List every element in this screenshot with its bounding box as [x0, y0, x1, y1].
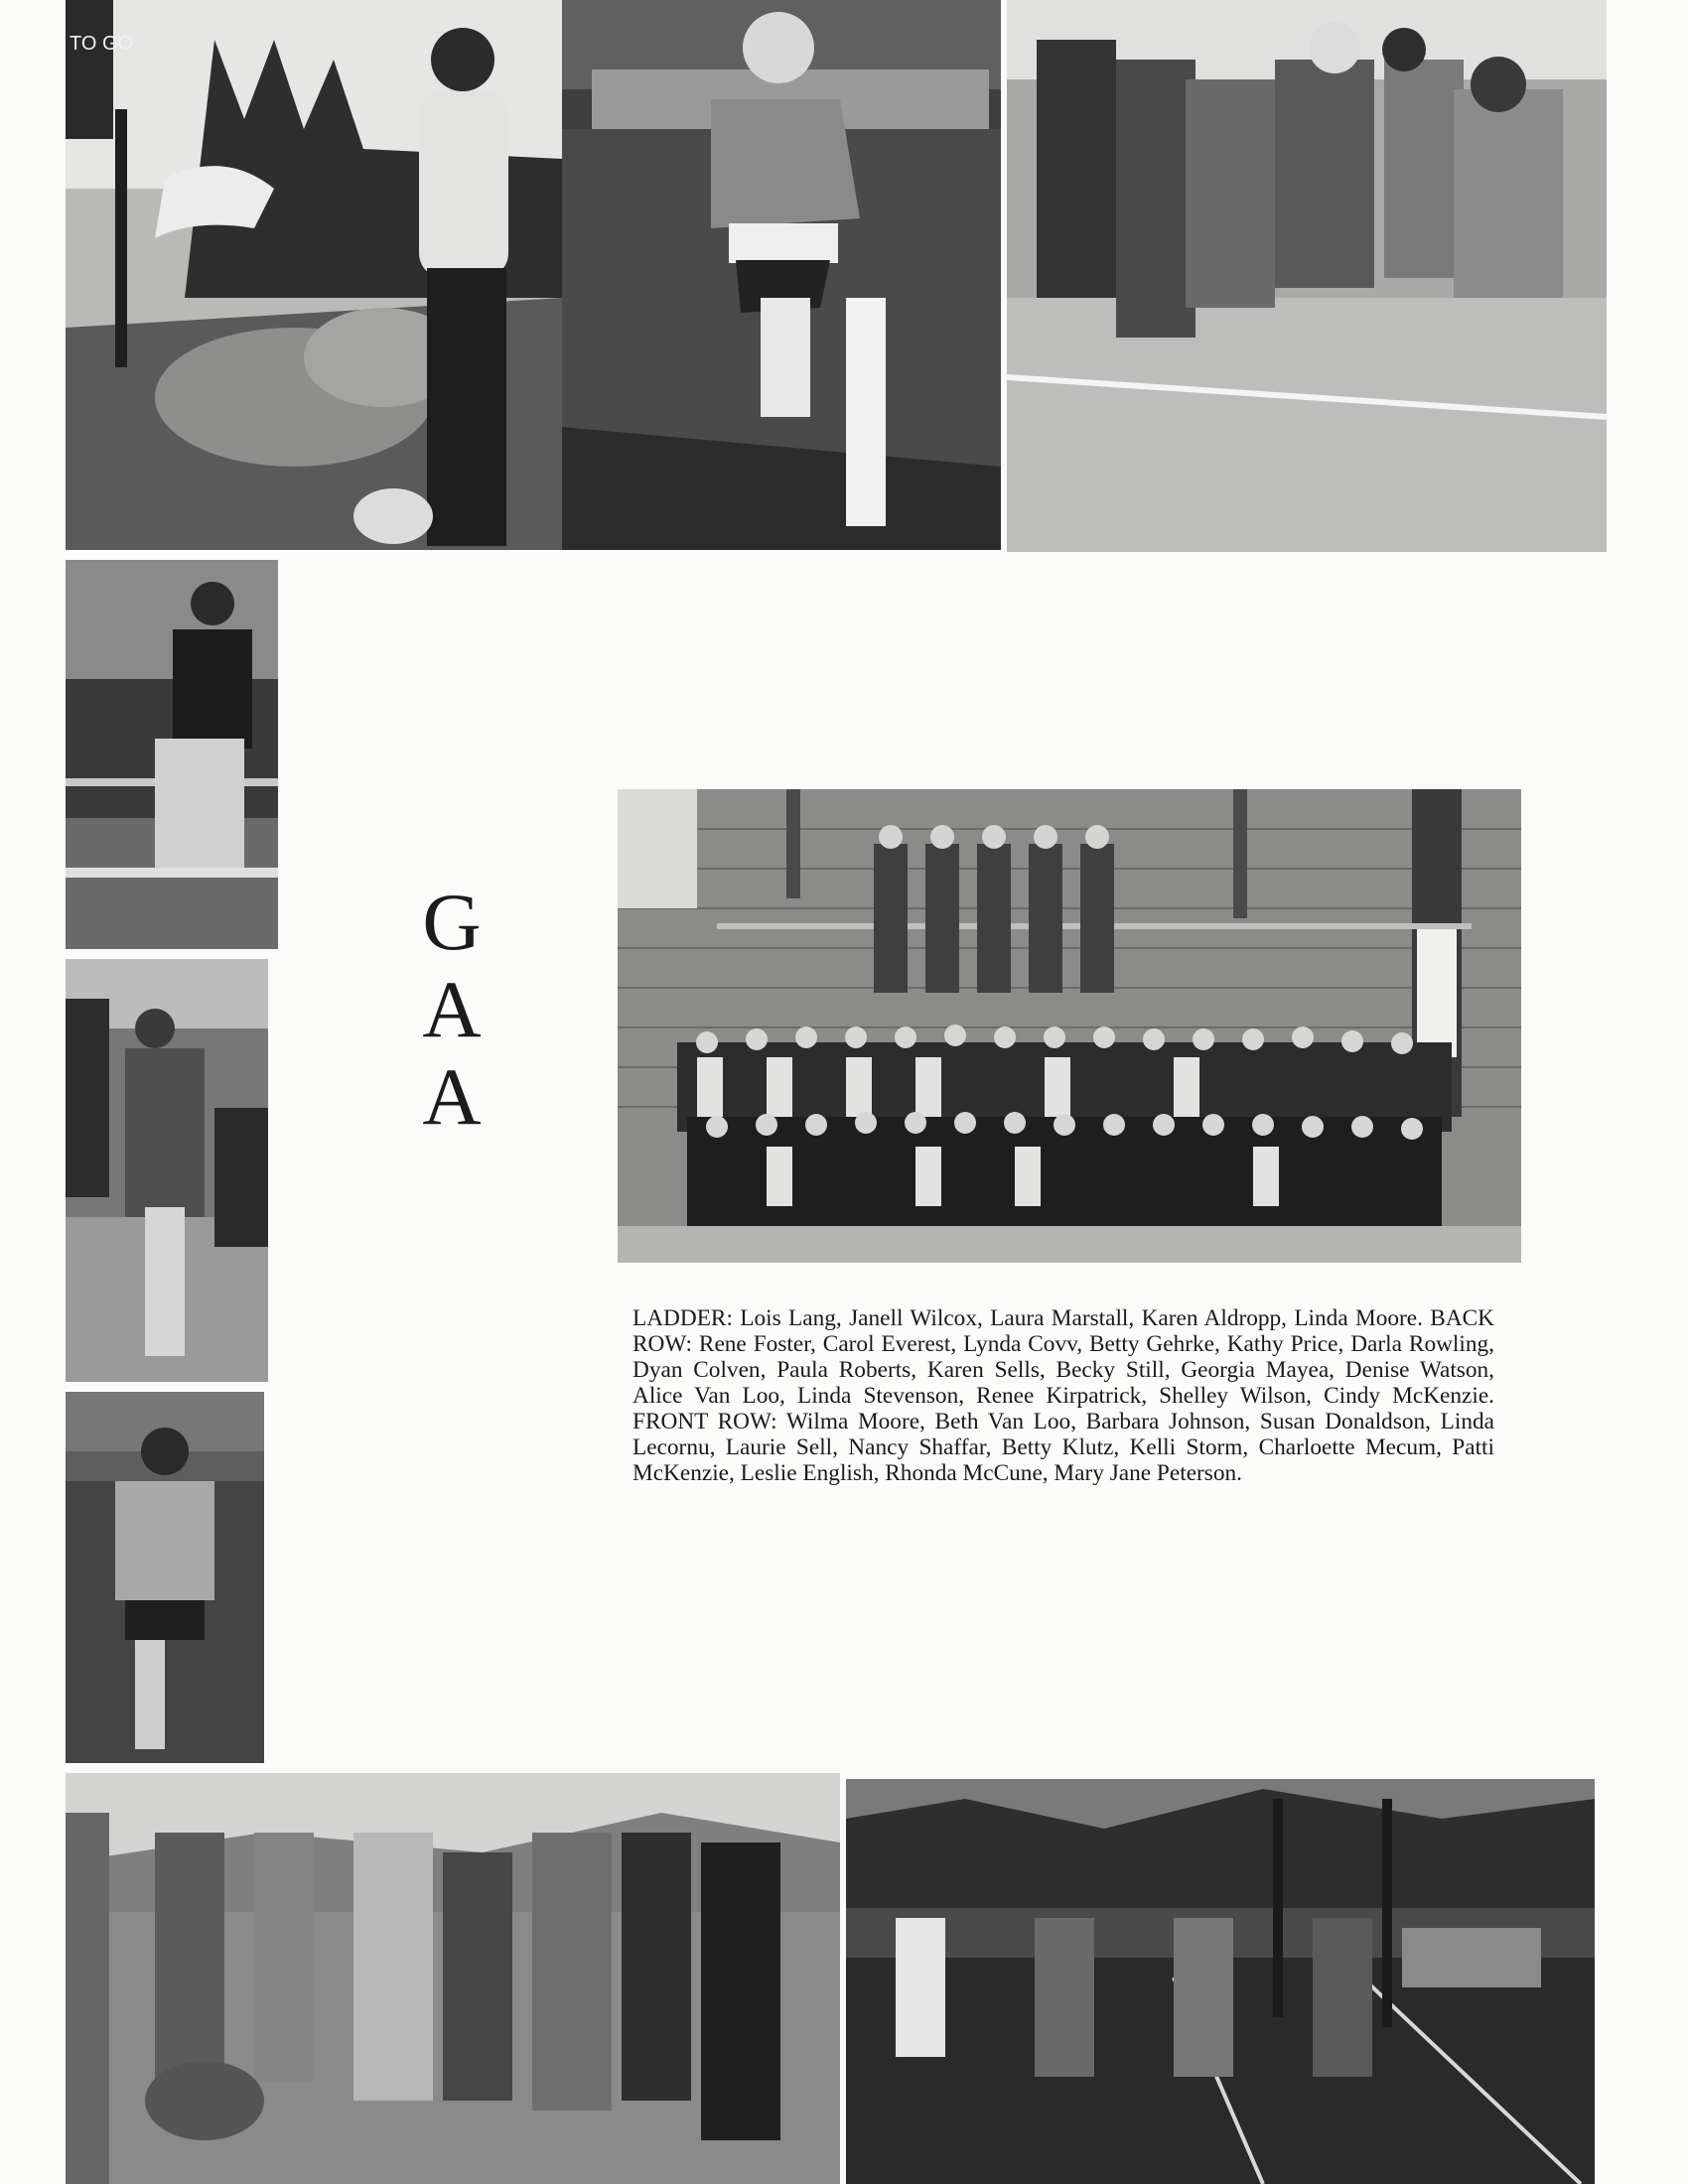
photo-girl-running	[66, 1392, 264, 1763]
caption-front-names: Wilma Moore, Beth Van Loo, Barbara Johnson, Susan Donaldson, Linda Lecornu, Laurie Sell, Nancy Shaffar, Betty Klutz, Kelli Storm, Charloette Mecum, Patti McKenzie, Leslie English, Rhonda McCune, Mary Jane Peterson.	[633, 1409, 1495, 1486]
caption-front-label: FRONT ROW:	[633, 1409, 777, 1434]
title-letter-g: G	[422, 877, 482, 967]
caption-ladder-names: Lois Lang, Janell Wilcox, Laura Marstall, Karen Aldropp, Linda Moore.	[740, 1305, 1423, 1331]
photo-gaa-group	[618, 789, 1521, 1263]
photo-runner	[562, 0, 1001, 550]
caption-ladder-label: LADDER:	[633, 1305, 733, 1331]
caption-back-names: Rene Foster, Carol Everest, Lynda Covv, Betty Gehrke, Kathy Price, Darla Rowling, Dyan Colven, Paula Roberts, Karen Sells, Becky Still, Georgia Mayea, Denise Watson, Alice Van Loo, Linda Stevenson, Renee Kirpatrick, Shelley Wilson, Cindy McKenzie.	[633, 1331, 1494, 1409]
photo-sprinters-left	[66, 959, 268, 1382]
caption-back-label: BACK ROW:	[633, 1305, 1495, 1357]
photo-hurdler	[66, 560, 278, 949]
photo-group-field	[66, 1773, 840, 2184]
photo-start-line	[1007, 0, 1607, 552]
photo-high-jump	[66, 0, 562, 550]
photo-track-race	[846, 1779, 1595, 2184]
photo-caption	[633, 1305, 1494, 1486]
title-letter-a1: A	[422, 964, 482, 1054]
page-title	[407, 879, 496, 1141]
sign-text: TO GO	[70, 33, 134, 55]
title-letter-a2: A	[422, 1051, 482, 1142]
